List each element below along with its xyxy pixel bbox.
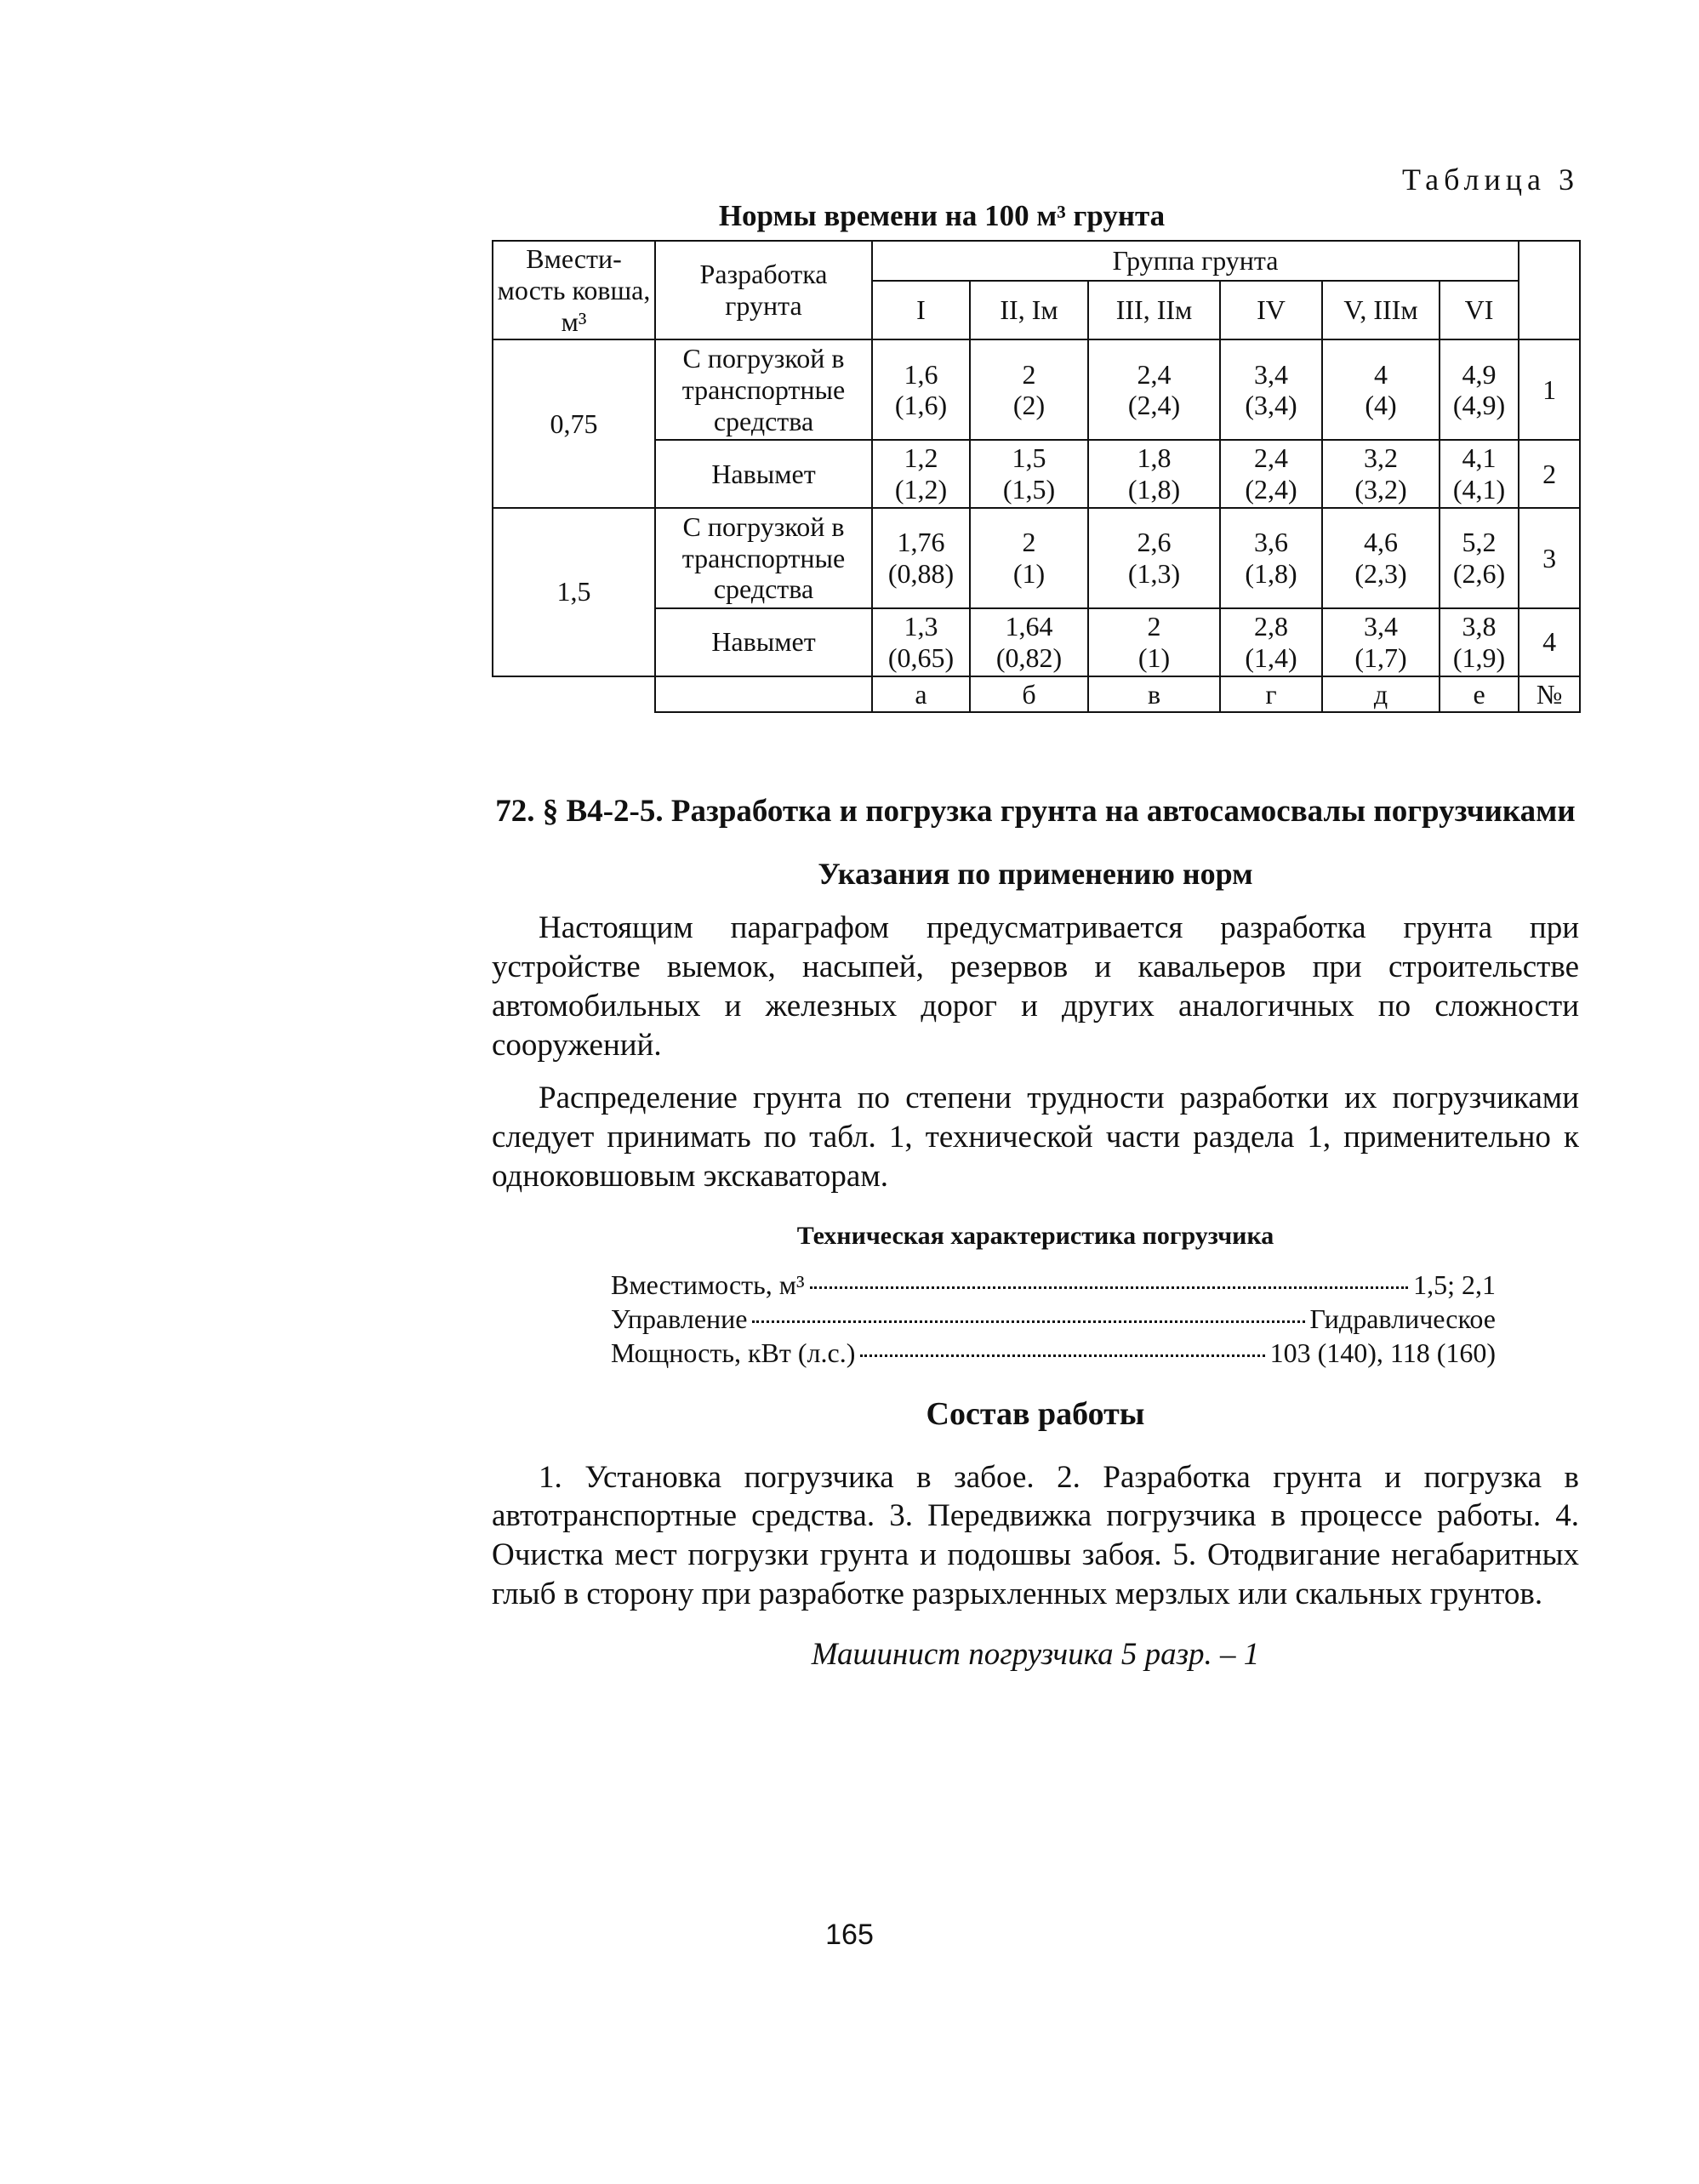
value-cell: 2,6 (1,3) bbox=[1088, 508, 1220, 608]
value-cell: 2,4 (2,4) bbox=[1088, 339, 1220, 440]
table-label: Таблица 3 bbox=[1402, 163, 1579, 197]
composition-heading: Состав работы bbox=[926, 1395, 1145, 1432]
spec-list bbox=[611, 1269, 1496, 1371]
value-cell: 4,9 (4,9) bbox=[1440, 339, 1519, 440]
value-cell: 2 (1) bbox=[970, 508, 1088, 608]
header-group-1: I bbox=[872, 281, 970, 340]
value-cell: 1,8 (1,8) bbox=[1088, 440, 1220, 508]
page-number: 165 bbox=[825, 1919, 874, 1951]
paragraph-distribution: Распределение грунта по степени трудности разработки их погрузчиками следует принимать по табл. 1, технической части раздела 1, применительно к одноковшовым экскаваторам. bbox=[492, 1080, 1579, 1194]
value-cell: 3,8 (1,9) bbox=[1440, 608, 1519, 676]
spec-label: Мощность, кВт (л.с.) bbox=[611, 1337, 856, 1368]
column-code: г bbox=[1220, 676, 1322, 713]
header-group-4: IV bbox=[1220, 281, 1322, 340]
spec-row-capacity bbox=[611, 1269, 1496, 1303]
value-cell: 4,1 (4,1) bbox=[1440, 440, 1519, 508]
column-code: е bbox=[1440, 676, 1519, 713]
column-code: б bbox=[970, 676, 1088, 713]
column-code: № bbox=[1519, 676, 1580, 713]
value-cell: 2,4 (2,4) bbox=[1220, 440, 1322, 508]
header-group: Группа грунта bbox=[872, 241, 1519, 281]
row-number: 4 bbox=[1519, 608, 1580, 676]
value-cell: 2,8 (1,4) bbox=[1220, 608, 1322, 676]
value-cell: 1,5 (1,5) bbox=[970, 440, 1088, 508]
row-number: 2 bbox=[1519, 440, 1580, 508]
spec-value: 1,5; 2,1 bbox=[1413, 1269, 1496, 1300]
value-cell: 3,4 (3,4) bbox=[1220, 339, 1322, 440]
composition-text: 1. Установка погрузчика в забое. 2. Разработка грунта и погрузка в автотранспортные средства. 3. Передвижка погрузчика в процессе работы. 4. Очистка мест погрузки грунта и подошвы забоя. 5. Отодвигание негабаритных глыб в сторону при разработке разрыхленных мерзлых или скальных грунтов. bbox=[492, 1459, 1579, 1612]
value-cell: 1,6 (1,6) bbox=[872, 339, 970, 440]
footer-blank bbox=[493, 676, 655, 713]
table-title: Нормы времени на 100 м³ грунта bbox=[718, 199, 1166, 232]
work-cell: С погрузкой в транспортные средства bbox=[655, 339, 872, 440]
spec-heading: Техническая характеристика погрузчика bbox=[796, 1221, 1274, 1250]
value-cell: 2 (2) bbox=[970, 339, 1088, 440]
column-code: в bbox=[1088, 676, 1220, 713]
row-number: 3 bbox=[1519, 508, 1580, 608]
work-cell: С погрузкой в транспортные средства bbox=[655, 508, 872, 608]
value-cell: 5,2 (2,6) bbox=[1440, 508, 1519, 608]
capacity-cell: 0,75 bbox=[493, 339, 655, 508]
dot-leader bbox=[752, 1320, 1304, 1323]
spec-label: Вместимость, м³ bbox=[611, 1269, 805, 1300]
spec-row-control bbox=[611, 1303, 1496, 1337]
table-row bbox=[493, 440, 1580, 508]
value-cell: 2 (1) bbox=[1088, 608, 1220, 676]
guidance-heading: Указания по применению норм bbox=[818, 857, 1253, 892]
value-cell: 3,4 (1,7) bbox=[1322, 608, 1440, 676]
table-row bbox=[493, 339, 1580, 440]
crew-line: Машинист погрузчика 5 разр. – 1 bbox=[811, 1637, 1260, 1673]
dot-leader bbox=[810, 1286, 1409, 1289]
header-group-2: II, Iм bbox=[970, 281, 1088, 340]
value-cell: 1,76 (0,88) bbox=[872, 508, 970, 608]
capacity-cell: 1,5 bbox=[493, 508, 655, 676]
table-row bbox=[493, 608, 1580, 676]
table-row bbox=[493, 508, 1580, 608]
value-cell: 1,3 (0,65) bbox=[872, 608, 970, 676]
value-cell: 1,64 (0,82) bbox=[970, 608, 1088, 676]
value-cell: 4,6 (2,3) bbox=[1322, 508, 1440, 608]
column-code: а bbox=[872, 676, 970, 713]
header-group-3: III, IIм bbox=[1088, 281, 1220, 340]
work-cell: Навымет bbox=[655, 608, 872, 676]
value-cell: 3,6 (1,8) bbox=[1220, 508, 1322, 608]
value-cell: 1,2 (1,2) bbox=[872, 440, 970, 508]
column-code: д bbox=[1322, 676, 1440, 713]
work-cell: Навымет bbox=[655, 440, 872, 508]
spec-value: 103 (140), 118 (160) bbox=[1269, 1337, 1496, 1368]
header-work: Разработка грунта bbox=[655, 241, 872, 339]
page-content bbox=[492, 162, 1579, 1673]
header-capacity: Вмести- мость ковша, м³ bbox=[493, 241, 655, 339]
spec-row-power bbox=[611, 1337, 1496, 1371]
section-title: 72. § В4-2-5. Разработка и погрузка грунта на автосамосвалы погрузчиками bbox=[495, 794, 1576, 830]
table-footer-row bbox=[493, 676, 1580, 713]
value-cell: 4 (4) bbox=[1322, 339, 1440, 440]
spec-value: Гидравлическое bbox=[1309, 1303, 1496, 1334]
norms-table bbox=[492, 240, 1581, 713]
dot-leader bbox=[860, 1354, 1264, 1357]
footer-blank bbox=[655, 676, 872, 713]
header-num-blank bbox=[1519, 241, 1580, 339]
value-cell: 3,2 (3,2) bbox=[1322, 440, 1440, 508]
spec-label: Управление bbox=[611, 1303, 748, 1334]
header-group-6: VI bbox=[1440, 281, 1519, 340]
paragraph-scope: Настоящим параграфом предусматривается разработка грунта при устройстве выемок, насыпей, резервов и кавальеров при строительстве автомобильных и железных дорог и других аналогичных по сложности сооружений. bbox=[492, 910, 1579, 1063]
header-group-5: V, IIIм bbox=[1322, 281, 1440, 340]
row-number: 1 bbox=[1519, 339, 1580, 440]
